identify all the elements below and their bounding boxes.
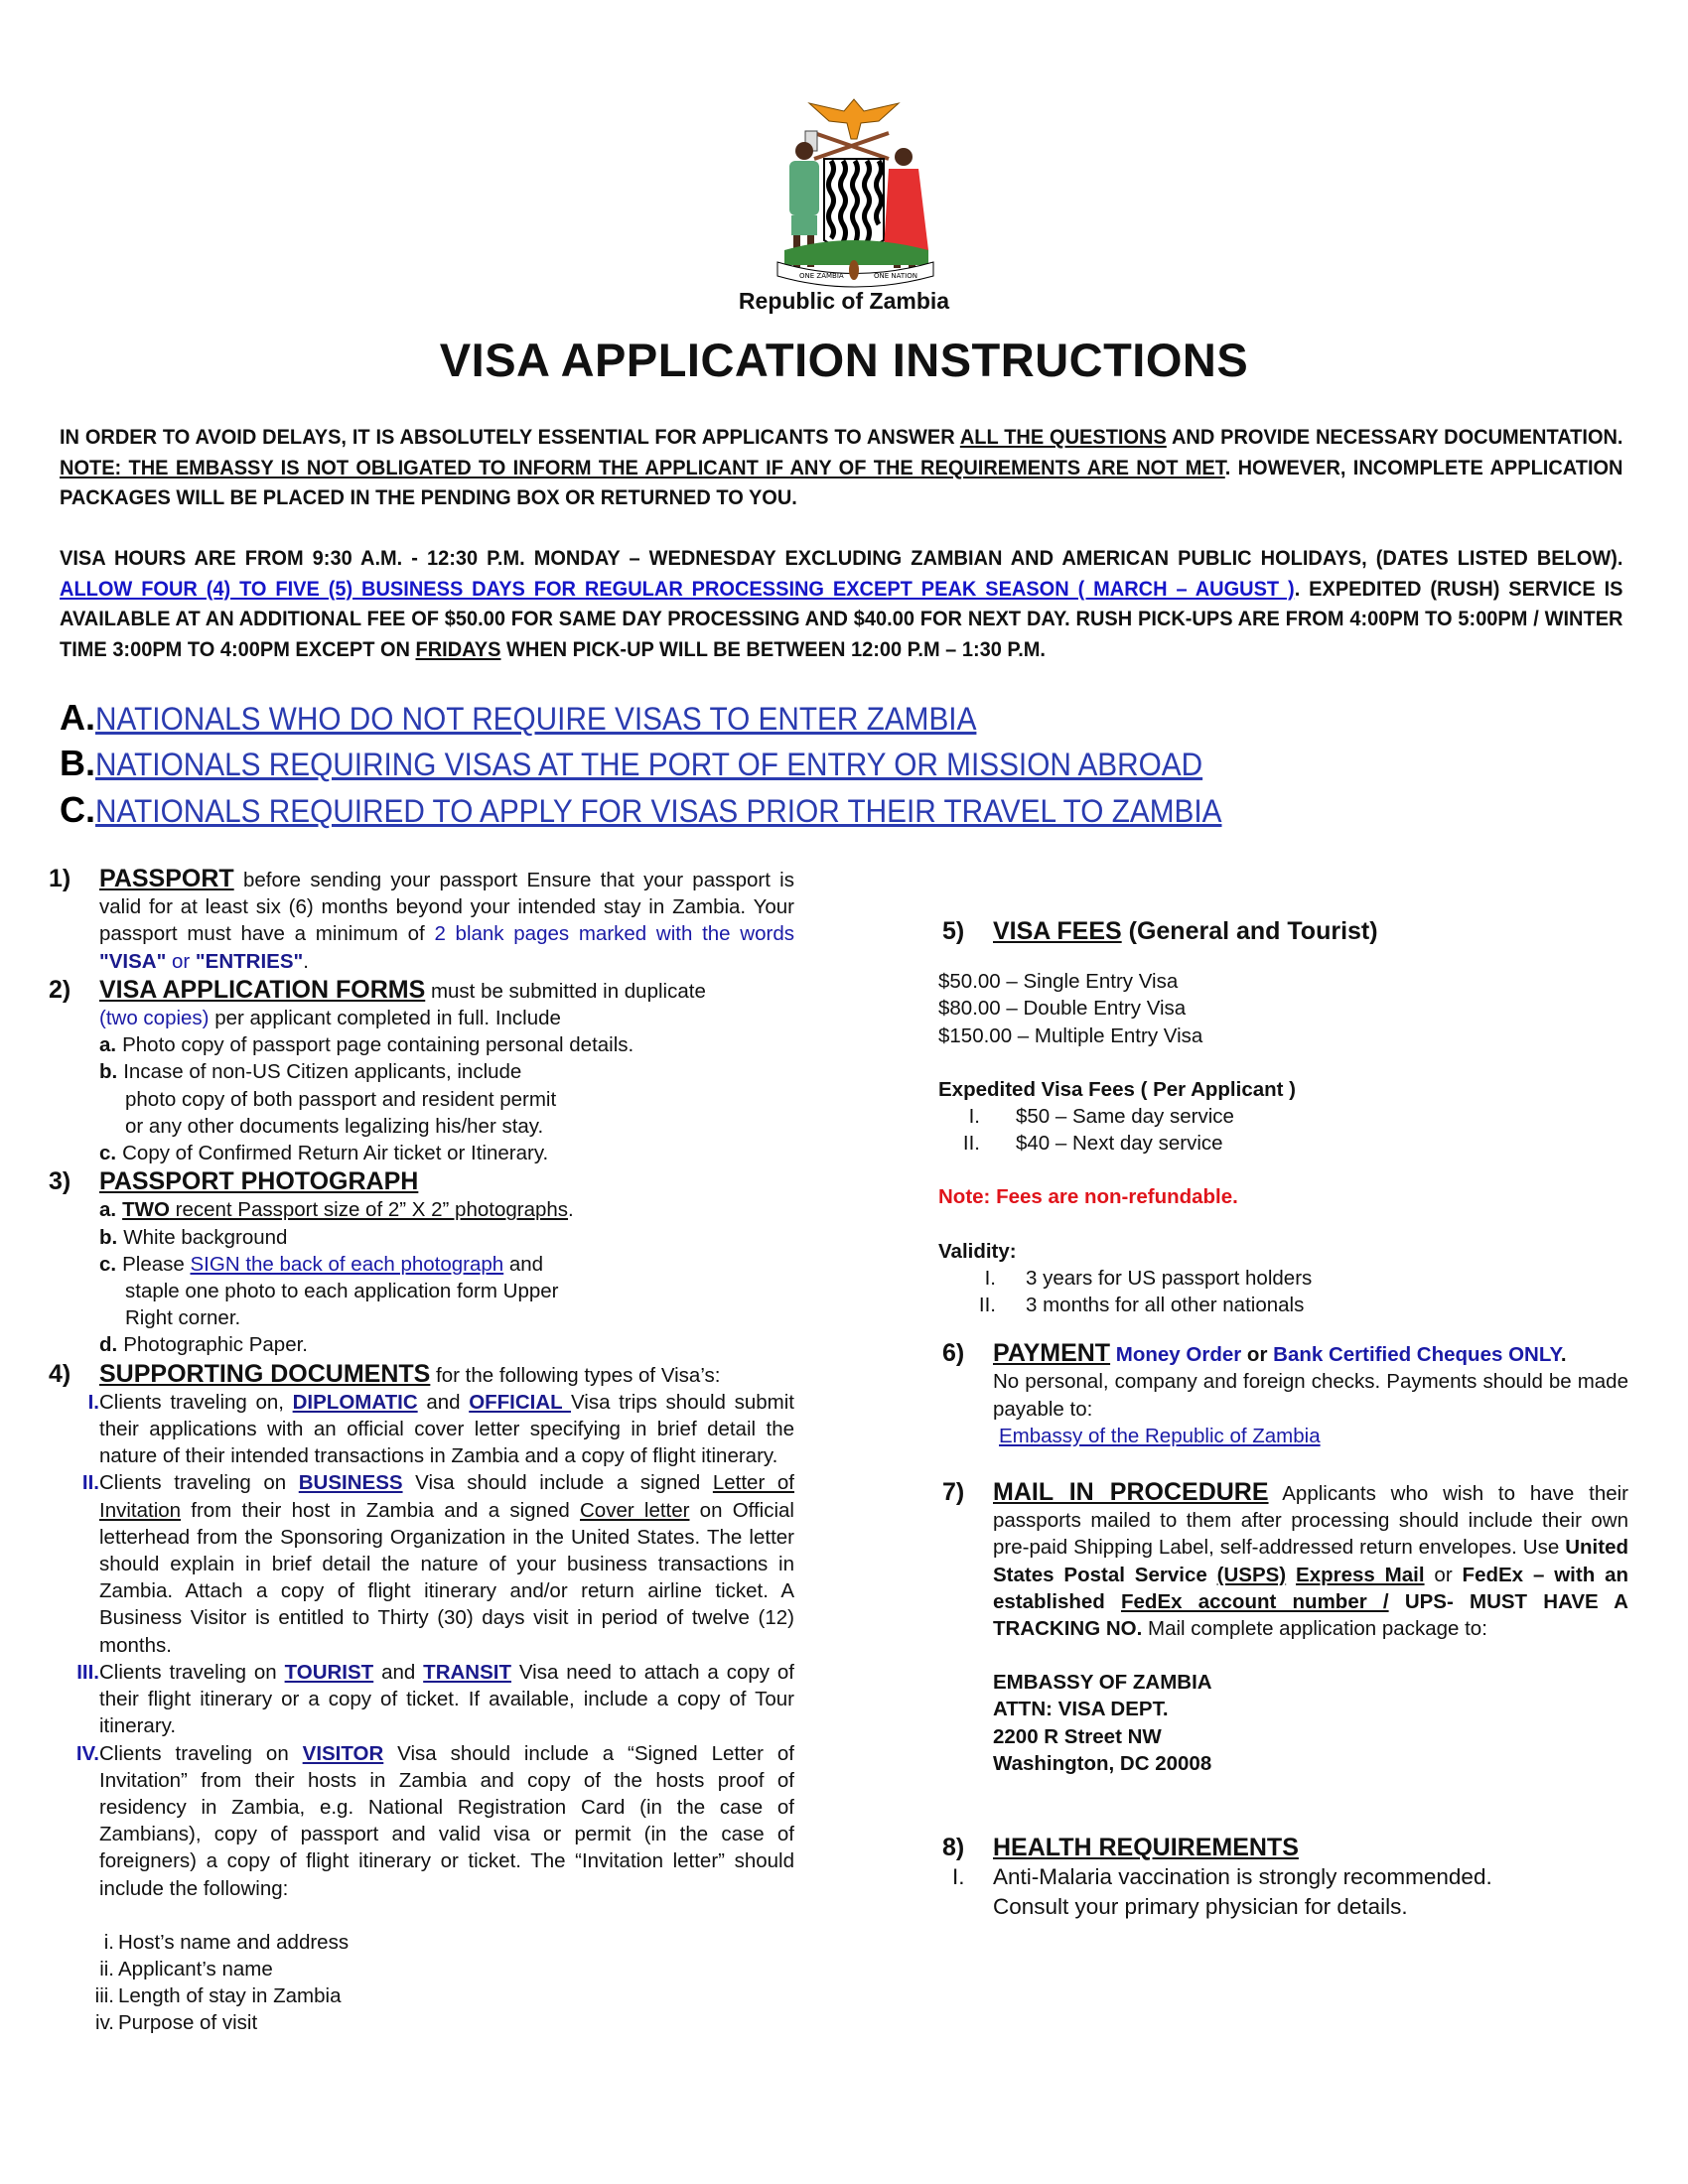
invitation-list-item: i. Host’s name and address [103,1930,350,1954]
intro-paragraph: IN ORDER TO AVOID DELAYS, IT IS ABSOLUTELY ESSENTIAL FOR APPLICANTS TO ANSWER ALL THE QUESTIONS AND PROVIDE NECESSARY DOCUMENTATION. NOTE: THE EMBASSY IS NOT OBLIGATED TO INFORM THE APPLICANT IF ANY OF THE REQUIREMENTS ARE NOT MET. HOWEVER, INCOMPLETE APPLICATION PACKAGES WILL BE PLACED IN THE PENDING BOX OR RETURNED TO YOU. [60,425,1623,509]
supporting-item-tourist: III. Clients traveling on TOURIST and TRANSIT Visa need to attach a copy of their flight itinerary or a copy of ticket. If available, include a copy of Tour itinerary. [76,1660,794,1738]
fee-single: $50.00 – Single Entry Visa [938,970,1179,994]
section-mail-in-procedure: 7) MAIL IN PROCEDURE Applicants who wish to have their passports mailed to them after processing should include their own pre-paid Shipping Label, self-addressed return envelopes. Use United States Postal Service (USPS) Express Mail or FedEx – with an established FedEx account number / UPS- MUST HAVE A TRACKING NO. Mail complete application package to: [942,1478,1629,1641]
supporting-item-visitor: IV. Clients traveling on VISITOR Visa should include a “Signed Letter of Invitation” from their hosts in Zambia and copy of the hosts proof of residency in Zambia, e.g. National Registration Card (in the case of Zambians), copy of passport and valid visa or permit (in the case of foreigners) a copy of flight itinerary or ticket. The “Invitation letter” should include the following: [75,1741,794,1900]
nationals-link-b[interactable]: B.NATIONALS REQUIRING VISAS AT THE PORT OF ENTRY OR MISSION ABROAD [60,743,1203,783]
mailing-address: EMBASSY OF ZAMBIA ATTN: VISA DEPT. 2200 R Street NW Washington, DC 20008 [993,1671,1212,1775]
page-title: VISA APPLICATION INSTRUCTIONS [439,334,1249,386]
section-payment: 6) PAYMENT Money Order or Bank Certified Cheques ONLY. No personal, company and foreign checks. Payments should be made payable to: Embassy of the Republic of Zambia [942,1339,1628,1447]
invitation-list-item: iii. Length of stay in Zambia [94,1984,342,2008]
zambia-coat-of-arms-icon [750,81,958,290]
fee-double: $80.00 – Double Entry Visa [938,997,1187,1021]
svg-text:ONE NATION: ONE NATION [874,272,917,280]
supporting-item-business: II. Clients traveling on BUSINESS Visa should include a signed Letter of Invitation from their host in Zambia and a signed Cover letter on Official letterhead from the Sponsoring Organization in the United States. The letter should explain in brief detail the nature of your business transactions in Zambia. Attach a copy of flight itinerary and/or return airline ticket. A Business Visitor is entitled to Thirty (30) days visit in period of twelve (12) months. [81,1471,794,1657]
processing-time-link[interactable]: ALLOW FOUR (4) TO FIVE (5) BUSINESS DAYS FOR REGULAR PROCESSING EXCEPT PEAK SEASON ( MARCH – AUGUST ) [60,576,1295,601]
right-column [938,918,1628,1922]
hours-paragraph: VISA HOURS ARE FROM 9:30 A.M. - 12:30 P.M. MONDAY – WEDNESDAY EXCLUDING ZAMBIAN AND AMERICAN PUBLIC HOLIDAYS, (DATES LISTED BELOW). ALLOW FOUR (4) TO FIVE (5) BUSINESS DAYS FOR REGULAR PROCESSING EXCEPT PEAK SEASON ( MARCH – AUGUST ). EXPEDITED (RUSH) SERVICE IS AVAILABLE AT AN ADDITIONAL FEE OF $50.00 FOR SAME DAY PROCESSING AND $40.00 FOR NEXT DAY. RUSH PICK-UPS ARE FROM 4:00PM TO 5:00PM / WINTER TIME 3:00PM TO 4:00PM EXCEPT ON FRIDAYS WHEN PICK-UP WILL BE BETWEEN 12:00 P.M – 1:30 P.M. [60,546,1623,661]
validity-item: I. 3 years for US passport holders [984,1266,1313,1290]
invitation-list-item: ii. Applicant’s name [99,1957,273,1980]
validity-title: Validity: [938,1239,1017,1263]
sign-photograph-link[interactable]: SIGN the back of each photograph [190,1252,504,1276]
section-health-requirements: 8) HEALTH REQUIREMENTS [942,1834,1299,1862]
left-column [45,866,794,2037]
expedited-item: I. $50 – Same day service [968,1105,1234,1129]
health-item: I. Anti-Malaria vaccination is strongly recommended. Consult your primary physician for details. [952,1864,1492,1920]
embassy-payee-link[interactable]: Embassy of the Republic of Zambia [999,1424,1321,1447]
nationals-link-c[interactable]: C.NATIONALS REQUIRED TO APPLY FOR VISAS PRIOR THEIR TRAVEL TO ZAMBIA [60,789,1222,830]
section-supporting-documents: 4) SUPPORTING DOCUMENTS for the following types of Visa’s: [49,1359,721,1388]
supporting-item-diplomatic: I. Clients traveling on, DIPLOMATIC and OFFICIAL Visa trips should submit their applications with an official cover letter specifying in brief detail the nature of their intended transactions in Zambia and a copy of flight itinerary. [87,1390,794,1468]
republic-label: Republic of Zambia [738,288,950,314]
section-passport-photograph: 3) PASSPORT PHOTOGRAPH a. TWO recent Passport size of 2” X 2” photographs. b. White background c. Please SIGN the back of each photograph and staple one photo to each application form Upper Right corner. d. Photographic Paper. [49,1167,574,1357]
validity-item: II. 3 months for all other nationals [978,1294,1305,1317]
expedited-title: Expedited Visa Fees ( Per Applicant ) [938,1077,1297,1101]
invitation-list-item: iv. Purpose of visit [95,2011,258,2035]
non-refundable-note: Note: Fees are non-refundable. [938,1185,1238,1209]
svg-text:ONE ZAMBIA: ONE ZAMBIA [799,272,844,280]
fee-multiple: $150.00 – Multiple Entry Visa [938,1024,1203,1047]
expedited-item: II. $40 – Next day service [962,1132,1223,1156]
nationals-link-a[interactable]: A.NATIONALS WHO DO NOT REQUIRE VISAS TO ENTER ZAMBIA [60,697,977,738]
section-visa-fees: 5) VISA FEES (General and Tourist) [942,917,1378,945]
section-passport: 1) PASSPORT before sending your passport Ensure that your passport is valid for at least six (6) months beyond your intended stay in Zambia. Your passport must have a minimum of 2 blank pages marked with the words "VISA" or "ENTRIES". [49,865,794,973]
section-application-forms: 2) VISA APPLICATION FORMS must be submitted in duplicate (two copies) per applicant completed in full. Include a. Photo copy of passport page containing personal details. b. Incase of non-US Citizen applicants, include photo copy of both passport and resident permit or any other documents legalizing his/her stay. c. Copy of Confirmed Return Air ticket or Itinerary. [49,975,706,1165]
